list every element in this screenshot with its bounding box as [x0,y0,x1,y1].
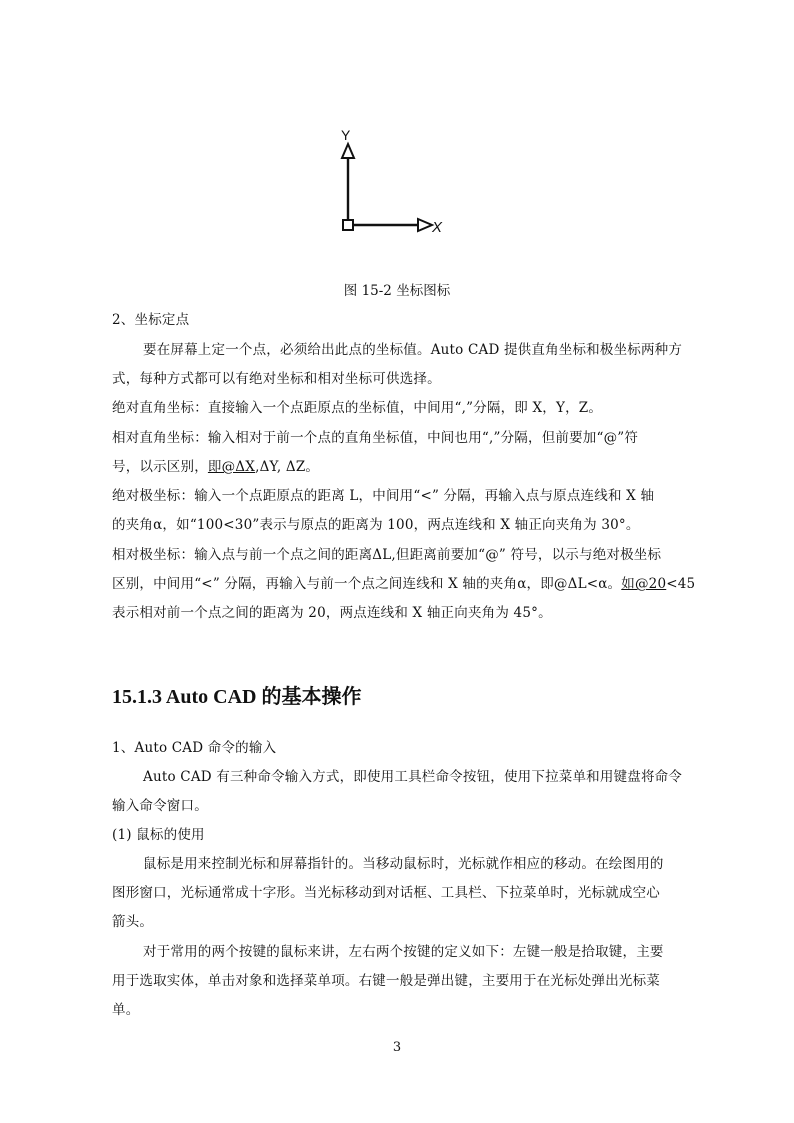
paragraph-line: 绝对极坐标：输入一个点距原点的距离 L，中间用“<” 分隔，再输入点与原点连线和 X 轴 [112,488,655,504]
paragraph-line: Auto CAD 有三种命令输入方式，即使用工具栏命令按钮，使用下拉菜单和用键盘将命令 [143,769,683,785]
paragraph-line: 绝对直角坐标：直接输入一个点距原点的坐标值，中间用“,”分隔，即 X，Y，Z。 [112,400,603,416]
paragraph-line: 相对直角坐标：输入相对于前一个点的直角坐标值，中间也用“,”分隔，但前要加“@”符 [112,430,639,446]
text-run: <45 [666,576,696,592]
paragraph-line: 相对极坐标：输入点与前一个点之间的距离ΔL,但距离前要加“@” 符号，以示与绝对极坐标 [112,547,662,563]
paragraph-line: 用于选取实体，单击对象和选择菜单项。右键一般是弹出键，主要用于在光标处弹出光标菜 [112,973,660,989]
paragraph-line: 的夹角α，如“100<30”表示与原点的距离为 100，两点连线和 X 轴正向夹角为 30°。 [112,517,640,533]
ucs-axis-icon [326,124,456,244]
figure-caption: 图 15-2 坐标图标 [343,283,451,299]
y-axis-label: Y [341,127,351,143]
underlined-text: 即@ΔX [207,459,256,475]
text-run: ,ΔY, ΔZ。 [255,459,320,475]
section-title: 15.1.3 Auto CAD 的基本操作 [112,686,362,708]
paragraph-line [112,574,702,594]
text-run: 区别，中间用“<” 分隔，再输入与前一个点之间连线和 X 轴的夹角α，即@ΔL<α。 [112,576,622,592]
page-number: 3 [392,1040,402,1055]
paragraph-line: 单。 [112,1002,140,1018]
x-axis-label: X [432,219,443,236]
text-run: 号，以示区别， [112,459,208,475]
paragraph-line: 对于常用的两个按键的鼠标来讲，左右两个按键的定义如下：左键一般是拾取键，主要 [143,944,664,960]
subsection-heading: 1、Auto CAD 命令的输入 [112,740,277,756]
subsection-heading: (1) 鼠标的使用 [112,827,205,843]
underlined-text: 如@20 [621,576,667,592]
paragraph-line: 图形窗口，光标通常成十字形。当光标移动到对话框、工具栏、下拉菜单时，光标就成空心 [112,885,660,901]
paragraph-line: 要在屏幕上定一个点，必须给出此点的坐标值。Auto CAD 提供直角坐标和极坐标两种方 [143,342,683,358]
paragraph-line [112,457,702,477]
coordinate-icon-figure [326,124,456,244]
paragraph-line: 箭头。 [112,914,154,930]
paragraph-line: 表示相对前一个点之间的距离为 20，两点连线和 X 轴正向夹角为 45°。 [112,605,552,621]
paragraph-line: 输入命令窗口。 [112,798,208,814]
paragraph-line: 式，每种方式都可以有绝对坐标和相对坐标可供选择。 [112,371,441,387]
section-heading: 2、坐标定点 [112,312,190,328]
paragraph-line: 鼠标是用来控制光标和屏幕指针的。当移动鼠标时，光标就作相应的移动。在绘图用的 [143,856,664,872]
